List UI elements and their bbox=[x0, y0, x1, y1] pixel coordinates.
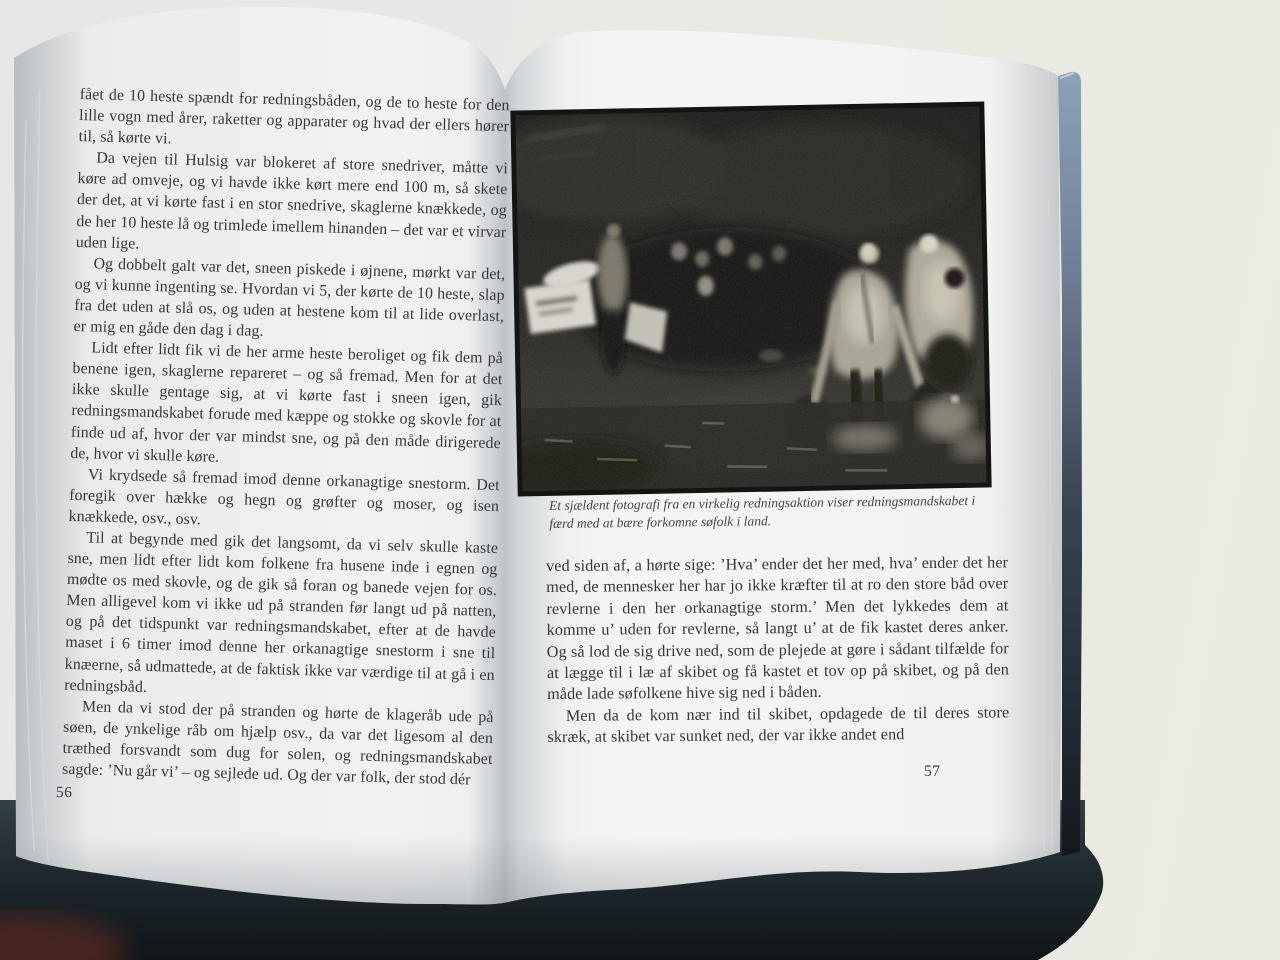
paragraph: Men da de kom nær ind til skibet, opdagede de til deres store skræk, at skibet var sunket ned, der var ikke andet end bbox=[547, 703, 1010, 747]
rescue-photo bbox=[508, 99, 993, 498]
paragraph: Men da vi stod der på stranden og hørte de klageråb ude på søen, de ynkelige råb om hjælp osv., da var det ligesom al den træthed forsvandt som dug for solen, og redningsmandskabet sagde: ’Nu går vi’ – og sejlede ud. Og der var folk, der stod dér bbox=[61, 697, 494, 789]
paragraph: Til at begynde med gik det langsomt, da vi selv skulle kaste sne, men lidt efter lidt kom folkene fra husene inde i egnen og mødte os med skovle, og de gik så foran og banede vejen for os. Men alligevel kom vi ikke ud på stranden før langt ud på natten, og på det tidspunkt var redningsmandskabet, efter at de havde maset i 6 timer imod denne her orkanagtige snestorm i sne til knæerne, så udmattede, at de faktisk ikke var værdige til at gå i en redningsbåd. bbox=[64, 529, 499, 696]
film-grain bbox=[515, 107, 986, 492]
photo-caption: Et sjældent fotografi fra en virkelig redningsaktion viser redningsmandskabet i færd med at bære forkomne søfolk i land. bbox=[549, 492, 976, 531]
right-page-edge-shade bbox=[985, 0, 1065, 960]
paragraph: ved siden af, a hørte sige: ’Hva’ ender det her med, hva’ ender det her med, de mennesker her har jo ikke kræfter til at ro den store båd over revlerne i den her orkanagtige storm.’ Men det lykkedes dem at komme u’ uden for revlerne, så langt u’ at de fik kastet deres anker. Og så lod de sig drive ned, som de plejede at gøre i sådant tilfælde for at lægge til i læ af skibet og få kastet et tov op på skibet, og på den måde lade søfolkene hive sig ned i båden. bbox=[546, 553, 1009, 704]
paragraph: fået de 10 heste spændt for redningsbåden, og de to heste for den lille vogn med årer, raketter og apparater og hvad der ellers hører til, så kørte vi. bbox=[78, 85, 510, 148]
page-number-right: 57 bbox=[924, 763, 941, 780]
page-number-left: 56 bbox=[55, 783, 73, 802]
paragraph: Og dobbelt galt var det, sneen piskede i øjnene, mørkt var det, og vi kunne ingenting se. Hvordan vi 5, der kørte de 10 heste, slap fra det uden at slå os, og uden at hestene kom til at lide overlast, er mig en gåde den dag i dag. bbox=[73, 255, 506, 340]
paragraph: Da vejen til Hulsig var blokeret af store snedriver, måtte vi køre ad omveje, og vi havde ikke kørt mere end 100 m, så skete der det, at vi kørte fast i en stor snedrive, skaglerne knækkede, og de her 10 heste lå og trimlede imellem hinanden – det var et virvar uden lige. bbox=[75, 149, 509, 253]
rescue-photo-art bbox=[508, 99, 993, 498]
paragraph: Vi krydsede så fremad imod denne orkanagtige snestorm. Det foregik over hække og hegn og grøfter og moser, og isen knækkede, osv., osv. bbox=[68, 466, 500, 529]
right-page-text-column bbox=[546, 552, 1009, 748]
left-page-text-column bbox=[62, 84, 510, 791]
cover-edge bbox=[1058, 72, 1082, 856]
paragraph: Lidt efter lidt fik vi de her arme heste beroliget og fik dem på benene igen, skaglerne repareret – og så fremad. Men for at det ikke skulle gentage sig, at vi kørte fast i sneen igen, gik redningsmandskabet forude med kæppe og stokke og skovle for at finde ud af, hvor der var mindst sne, og på den måde dirigerede de, hvor vi skulle køre. bbox=[70, 339, 504, 466]
